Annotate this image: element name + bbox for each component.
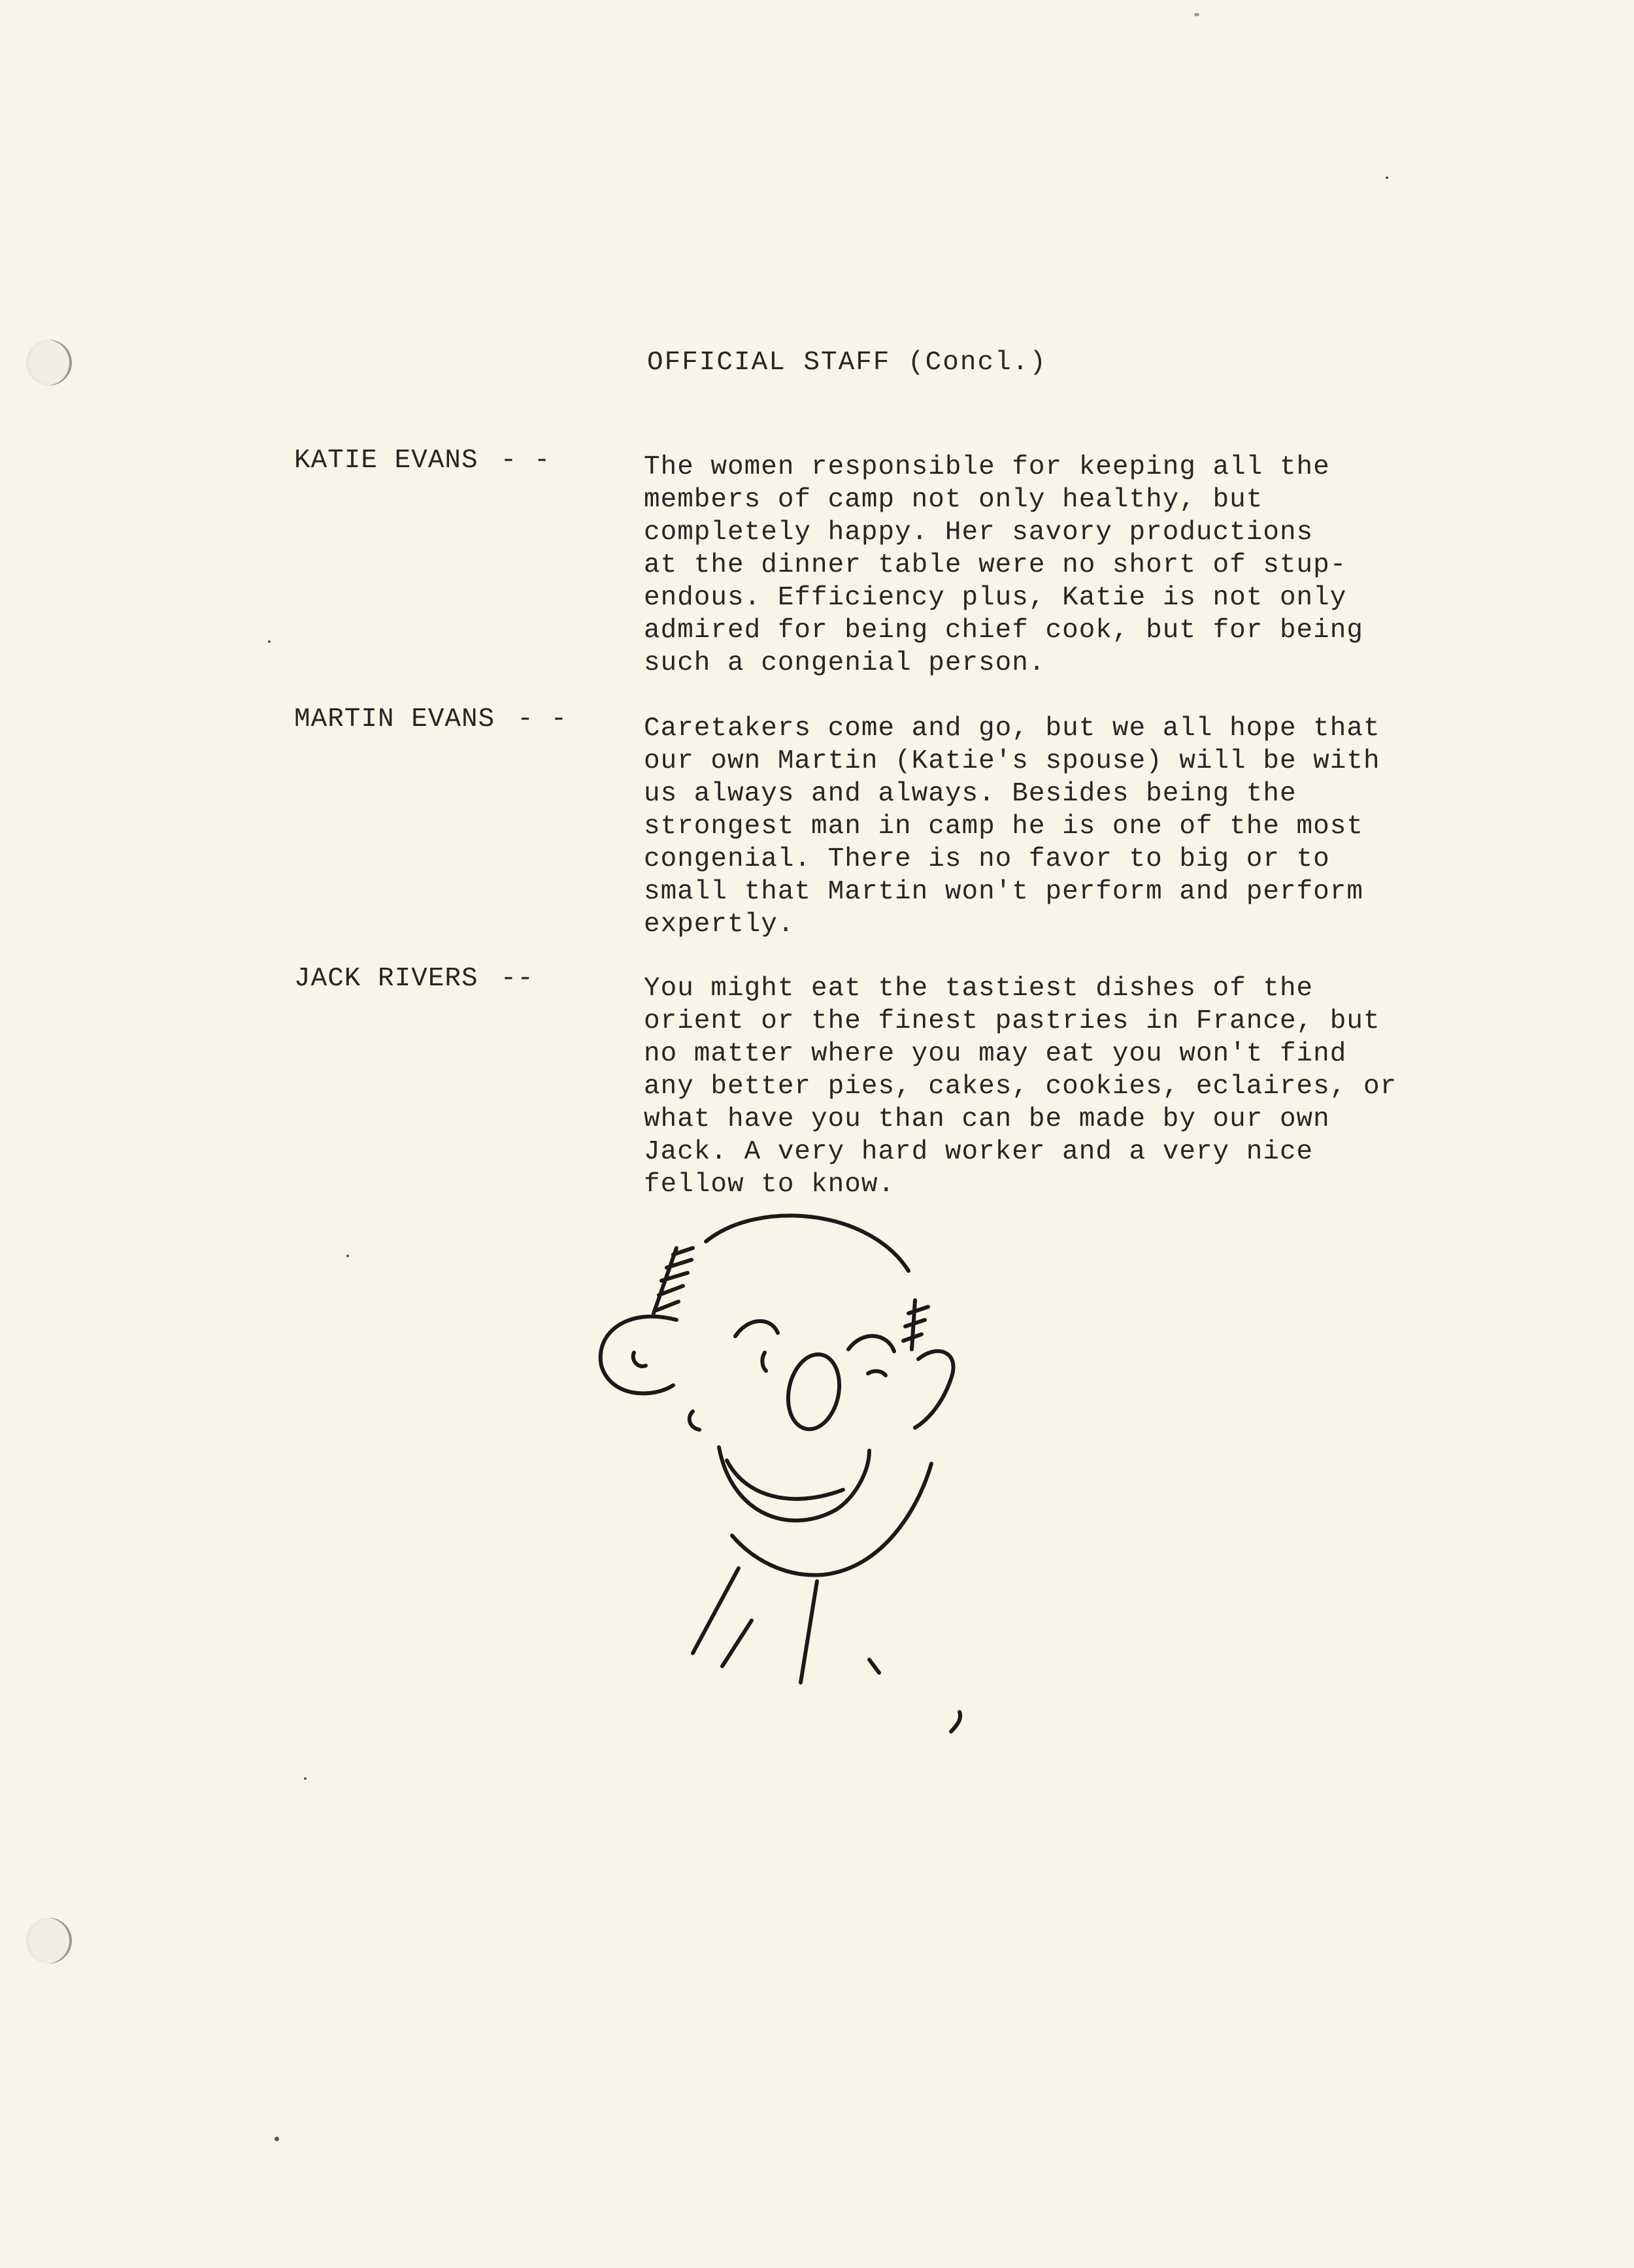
paper-speck — [346, 1255, 349, 1257]
description-line: such a congenial person. — [644, 648, 1046, 678]
eye-left — [762, 1353, 766, 1371]
description-line: members of camp not only healthy, but — [644, 485, 1263, 515]
description-line: at the dinner table were no short of stup- — [644, 550, 1347, 580]
staff-name-text: MARTIN EVANS — [294, 704, 495, 734]
mouth-inner — [727, 1460, 843, 1499]
eyebrow-right — [848, 1336, 894, 1351]
description-line: Caretakers come and go, but we all hope that — [644, 714, 1380, 744]
description-line: fellow to know. — [644, 1170, 895, 1200]
cheek-mark — [690, 1411, 699, 1430]
description-line: any better pies, cakes, cookies, eclaires, or — [644, 1072, 1397, 1102]
ear-left — [601, 1317, 676, 1394]
staff-name-martin-evans — [294, 704, 567, 734]
staff-description-jack-rivers — [644, 972, 1552, 1201]
staff-name-dash: - - — [517, 704, 568, 734]
description-line: no matter where you may eat you won't find — [644, 1039, 1347, 1069]
mouth-smile — [719, 1447, 869, 1520]
eyebrow-left — [735, 1321, 778, 1336]
collar-line — [722, 1620, 752, 1666]
hair-tuft-left — [654, 1248, 693, 1313]
description-line: small that Martin won't perform and perform — [644, 877, 1363, 907]
description-line: admired for being chief cook, but for being — [644, 616, 1363, 646]
description-line: The women responsible for keeping all the — [644, 452, 1330, 482]
description-line: expertly. — [644, 910, 795, 940]
staff-name-jack-rivers — [294, 964, 534, 994]
paper-speck — [268, 640, 271, 643]
staff-name-katie-evans — [294, 446, 550, 476]
staff-name-text: JACK RIVERS — [294, 964, 478, 994]
description-line: completely happy. Her savory productions — [644, 518, 1314, 548]
description-line: congenial. There is no favor to big or to — [644, 844, 1330, 874]
description-line: You might eat the tastiest dishes of the — [644, 974, 1314, 1004]
staff-name-dash: - - — [500, 446, 551, 476]
head-outline — [706, 1215, 909, 1271]
staff-description-katie-evans — [644, 451, 1552, 680]
punch-hole-top — [26, 340, 72, 386]
paper-speck — [275, 2137, 279, 2141]
description-line: us always and always. Besides being the — [644, 779, 1297, 809]
eye-right — [868, 1371, 886, 1375]
paper-speck — [1386, 176, 1388, 179]
description-line: our own Martin (Katie's spouse) will be with — [644, 746, 1380, 776]
jaw-outline — [732, 1464, 931, 1575]
neck-right — [801, 1581, 817, 1683]
punch-hole-bottom — [26, 1918, 72, 1964]
staff-description-martin-evans — [644, 712, 1552, 941]
description-line: what have you than can be made by our own — [644, 1104, 1330, 1134]
paper-speck — [1194, 13, 1199, 16]
hair-tuft-right — [903, 1300, 928, 1349]
paper-speck — [304, 1777, 307, 1780]
ear-right — [915, 1351, 954, 1428]
ear-left-inner — [633, 1353, 646, 1366]
shoulder-mark — [951, 1712, 960, 1732]
nose — [782, 1349, 846, 1434]
chef-caricature-drawing — [575, 1202, 993, 1777]
description-line: strongest man in camp he is one of the most — [644, 812, 1363, 842]
staff-name-dash: -- — [500, 964, 534, 994]
neck-left — [693, 1568, 739, 1653]
description-line: endous. Efficiency plus, Katie is not only — [644, 583, 1347, 613]
description-line: Jack. A very hard worker and a very nice — [644, 1137, 1314, 1167]
staff-name-text: KATIE EVANS — [294, 446, 478, 476]
page-title: OFFICIAL STAFF (Concl.) — [647, 348, 1047, 378]
description-line: orient or the finest pastries in France, but — [644, 1006, 1380, 1036]
collar-mark — [869, 1660, 879, 1673]
